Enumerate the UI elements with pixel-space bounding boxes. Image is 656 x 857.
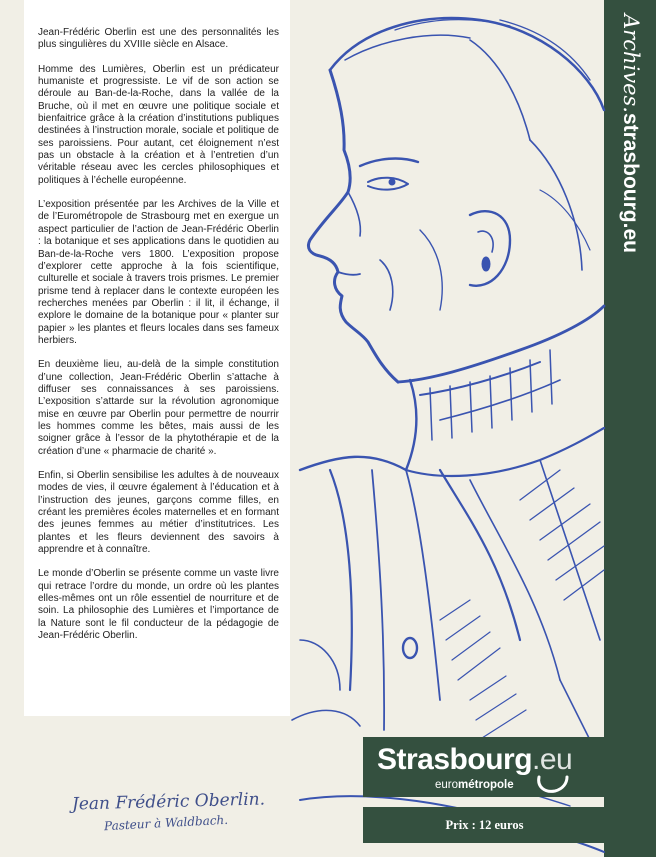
- signature-name: Jean Frédéric Oberlin.: [71, 789, 266, 815]
- strasbourg-logo: [363, 737, 606, 797]
- paragraph-education: Enfin, si Oberlin sensibilise les adultes à de nouveaux modes de vies, il œuvre également à l’éducation et à l’instruction des jeunes, garçons comme filles, en créant les premières écoles maternelles et en formant des jeunes femmes au métier d’institutrices. Les plantes et les fleurs deviennent des savoirs à apprendre et à connaître.: [38, 470, 279, 556]
- logo-wordmark: Strasbourg.eu: [377, 743, 573, 776]
- handwritten-signature: [72, 788, 332, 844]
- description-text: [24, 0, 290, 716]
- paragraph-intro: Jean-Frédéric Oberlin est une des personnalités les plus singulières du XVIIIe siècle en Alsace.: [38, 27, 279, 51]
- url-prefix: Archives.: [619, 14, 643, 113]
- logo-subtitle: eurométropole: [435, 779, 514, 791]
- paragraph-exhibition: L’exposition présentée par les Archives de la Ville et de l’Eurométropole de Strasbourg met en exergue un aspect particulier de l’action de Jean-Frédéric Oberlin : la botanique et ses applications dans le quotidien au Ban-de-la-Roche vers 1800. L’exposition propose d’explorer cette approche à la fois scientifique, culturelle et sociale à travers trois prismes. Le premier prisme tend à replacer dans le contexte européen les recherches menées par Oberlin : il lit, il échange, il explore le domaine de la botanique pour « planter sur papier » les plantes et fleurs locales dans ses fameux herbiers.: [38, 199, 279, 346]
- price-label: Prix : 12 euros: [363, 807, 606, 843]
- paragraph-enlightenment: Homme des Lumières, Oberlin est un prédicateur humaniste et progressiste. Le vif de son action se déroule au Ban-de-la-Roche, dans la vallée de la Bruche, où il met en œuvre une politique sociale et bienfaitrice grâce à la création d’institutions publiques destinées à l’instruction morale, sociale et politique de ses paroissiens. Pour autant, cet éloignement n’est pas un obstacle à la création et à l’entretien d’un véritable réseau avec les cercles philosophiques et politiques à l’échelle européenne.: [38, 63, 279, 186]
- paragraph-conclusion: Le monde d’Oberlin se présente comme un vaste livre qui retrace l’ordre du monde, un ordre où les plantes elles-mêmes ont un rôle essentiel de nourriture et de soin. La philosophie des Lumières et l’importance de la Nature sont le fil conducteur de la pédagogie de Jean-Frédéric Oberlin.: [38, 568, 279, 642]
- logo-swoosh-icon: [533, 773, 573, 795]
- paragraph-second: En deuxième lieu, au-delà de la simple constitution d’une collection, Jean-Frédéric Oberlin s’attache à diffuser ses connaissances à ses paroissiens. L’exposition s’attarde sur la révolution agronomique mise en œuvre par Oberlin pour permettre de nourrir les hommes comme les bêtes, mais aussi de les soigner grâce à l’essor de la phytothérapie et de la création d’une « pharmacie de charité ».: [38, 359, 279, 457]
- url-host: strasbourg.eu: [619, 112, 642, 253]
- signature-title: Pasteur à Waldbach.: [103, 812, 229, 834]
- archives-url[interactable]: [616, 14, 646, 253]
